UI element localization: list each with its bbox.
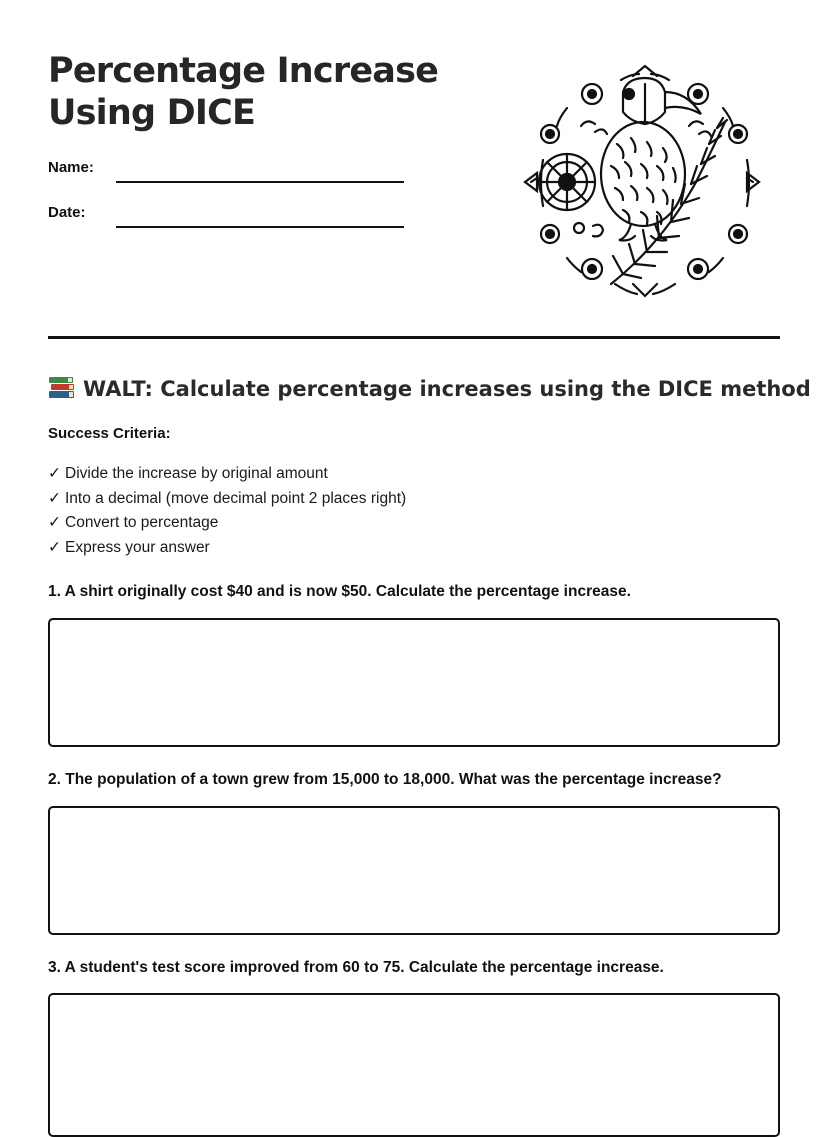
date-label: Date: <box>48 204 86 221</box>
criteria-text: Express your answer <box>65 538 210 556</box>
objective-text: WALT: Calculate percentage increases using the DICE method <box>83 377 811 401</box>
worksheet-page <box>48 0 811 1118</box>
criteria-item <box>48 462 406 487</box>
question-1: 1. A shirt originally cost $40 and is now $50. Calculate the percentage increase. <box>48 583 631 600</box>
check-icon: ✓ <box>48 465 61 482</box>
question-2: 2. The population of a town grew from 15,000 to 18,000. What was the percentage increase? <box>48 771 722 788</box>
criteria-text: Divide the increase by original amount <box>65 465 328 482</box>
check-icon: ✓ <box>48 489 61 507</box>
name-field <box>48 159 408 189</box>
name-label: Name: <box>48 159 94 176</box>
worksheet-title <box>48 50 488 134</box>
title-line-2: Using DICE <box>48 93 256 133</box>
date-field <box>48 204 408 234</box>
books-emoji-icon <box>48 374 76 400</box>
question-3: 3. A student's test score improved from 60 to 75. Calculate the percentage increase. <box>48 959 664 976</box>
criteria-text: Convert to percentage <box>65 514 219 532</box>
answer-box-3[interactable] <box>48 993 780 1137</box>
worksheet-header <box>48 0 780 340</box>
criteria-item <box>48 536 406 561</box>
criteria-text: Into a decimal (move decimal point 2 places right) <box>65 489 407 507</box>
header-divider <box>48 336 780 339</box>
date-input-line[interactable] <box>116 226 404 228</box>
answer-box-1[interactable] <box>48 618 780 747</box>
learning-objective <box>48 372 811 406</box>
success-criteria-list <box>48 462 406 560</box>
criteria-item <box>48 487 406 512</box>
folk-art-bird-emblem-icon <box>523 62 767 302</box>
check-icon: ✓ <box>48 538 61 556</box>
criteria-item <box>48 511 406 536</box>
name-input-line[interactable] <box>116 181 404 183</box>
answer-box-2[interactable] <box>48 806 780 935</box>
title-line-1: Percentage Increase <box>48 51 439 91</box>
check-icon: ✓ <box>48 514 61 532</box>
success-criteria-title: Success Criteria: <box>48 425 171 442</box>
